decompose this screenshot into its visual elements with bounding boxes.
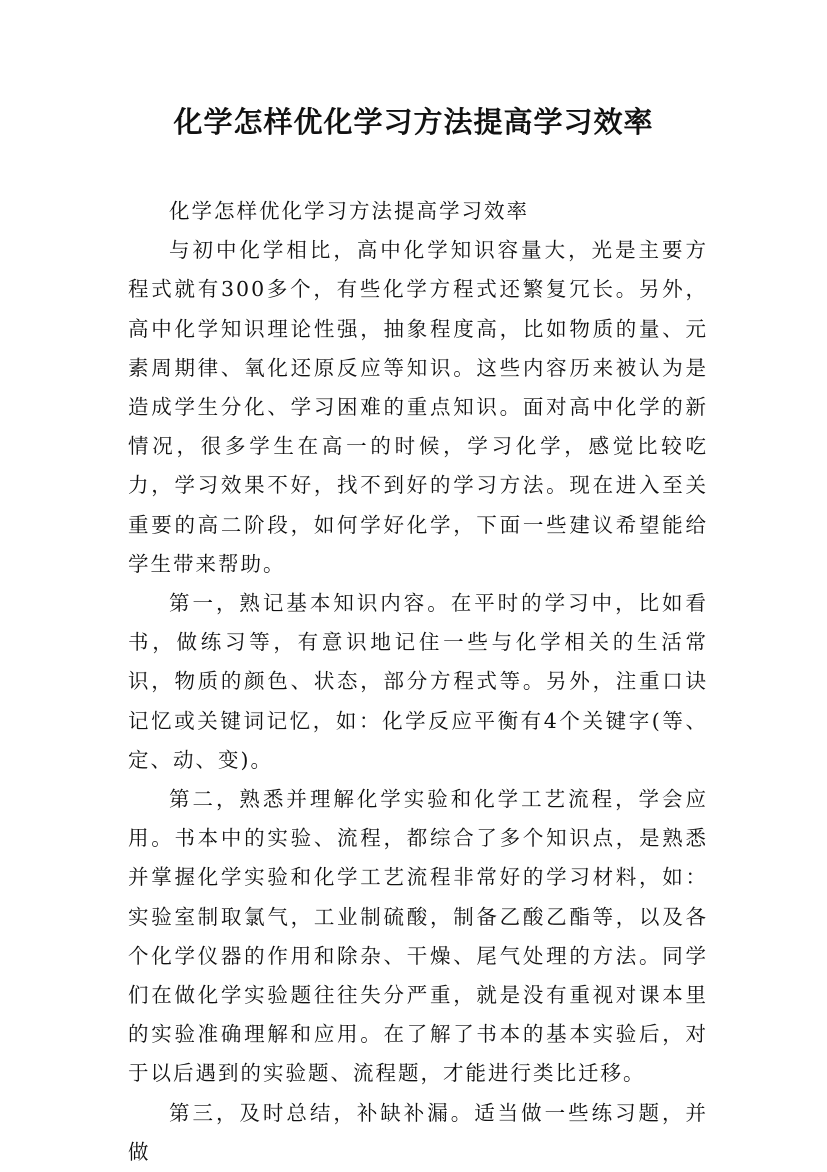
document-body [128, 192, 708, 1172]
document-title: 化学怎样优化学习方法提高学习效率 [173, 105, 654, 139]
intro-paragraph: 与初中化学相比，高中化学知识容量大，光是主要方程式就有300多个，有些化学方程式还繁复冗长。另外，高中化学知识理论性强，抽象程度高，比如物质的量、元素周期律、氧化还原反应等知识。这些内容历来被认为是造成学生分化、学习困难的重点知识。面对高中化学的新情况，很多学生在高一的时候，学习化学，感觉比较吃力，学习效果不好，找不到好的学习方法。现在进入至关重要的高二阶段，如何学好化学，下面一些建议希望能给学生带来帮助。 [128, 238, 708, 576]
point-three-paragraph: 第三，及时总结，补缺补漏。适当做一些练习题，并做 [128, 1100, 708, 1164]
point-two-paragraph: 第二，熟悉并理解化学实验和化学工艺流程，学会应用。书本中的实验、流程，都综合了多个知识点，是熟悉并掌握化学实验和化学工艺流程非常好的学习材料，如：实验室制取氯气，工业制硫酸，制备乙酸乙酯等，以及各个化学仪器的作用和除杂、干燥、尾气处理的方法。同学们在做化学实验题往往失分严重，就是没有重视对课本里的实验准确理解和应用。在了解了书本的基本实验后，对于以后遇到的实验题、流程题，才能进行类比迁移。 [128, 787, 708, 1086]
point-one-paragraph: 第一，熟记基本知识内容。在平时的学习中，比如看书，做练习等，有意识地记住一些与化学相关的生活常识，物质的颜色、状态，部分方程式等。另外，注重口诀记忆或关键词记忆，如：化学反应平衡有4个关键字(等、定、动、变)。 [128, 591, 708, 772]
subtitle-paragraph: 化学怎样优化学习方法提高学习效率 [169, 199, 529, 223]
